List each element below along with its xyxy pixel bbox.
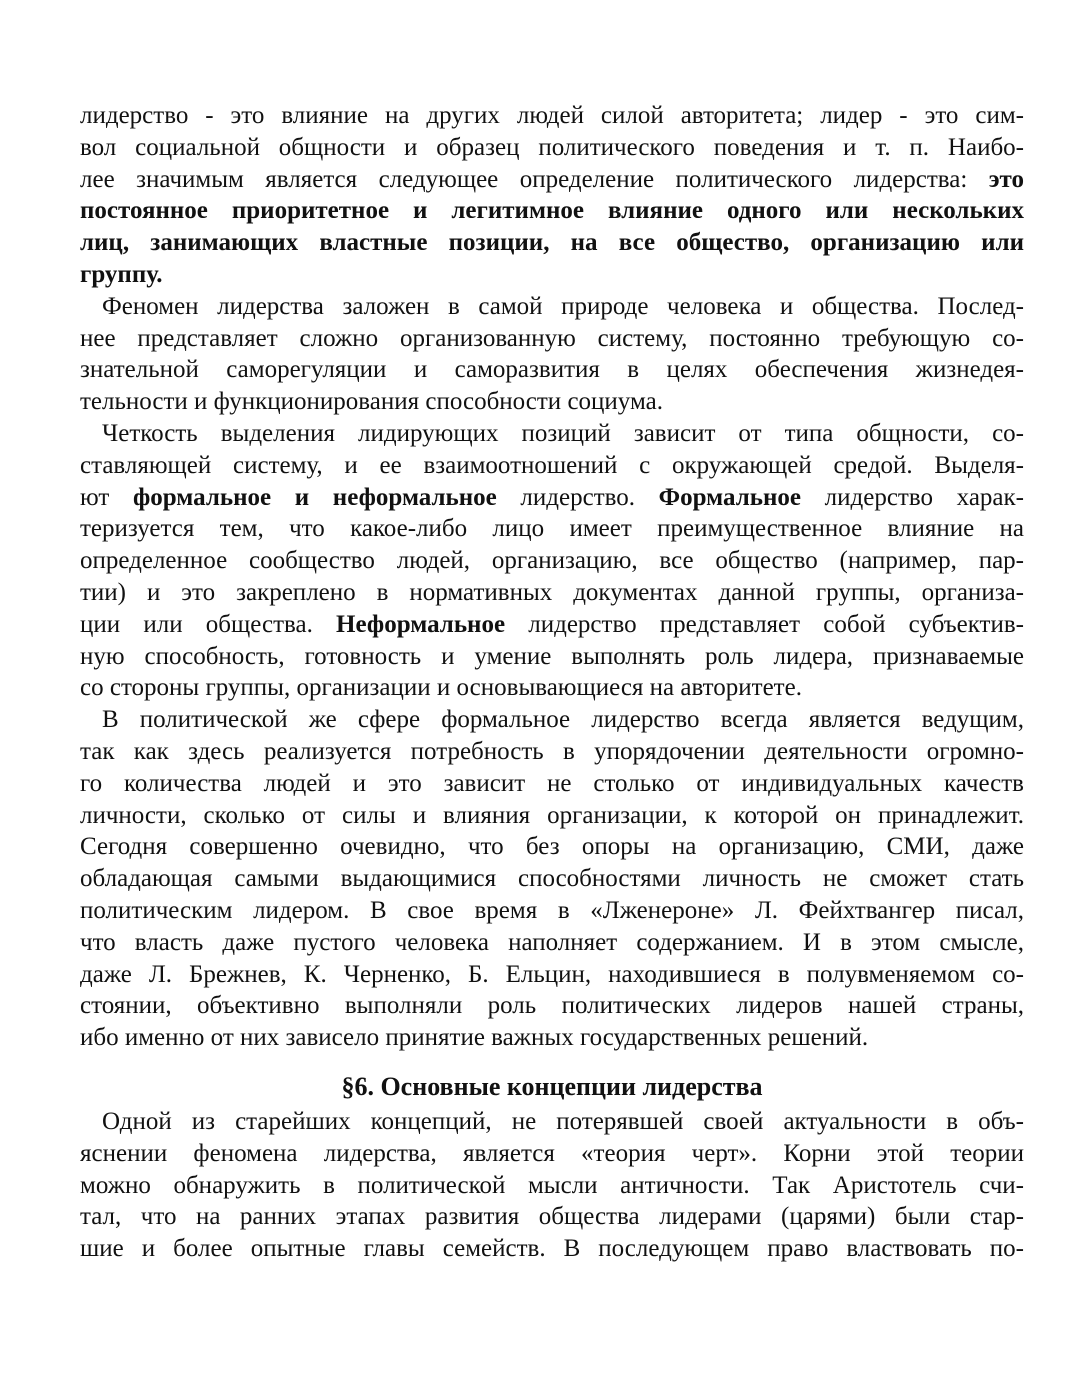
text-run: политическим лидером. В свое время в «Лженероне» Л. Фейхтвангер писал, [80,896,1024,924]
bold-text: формальное и неформальное [132,483,497,511]
text-line [80,959,1024,991]
text-run: го количества людей и это зависит не столько от индивидуальных качеств [80,769,1024,797]
text-run: В политической же сфере формальное лидерство всегда является ведущим, [102,706,1024,734]
text-line [80,164,1024,196]
text-run: ции или общества. [80,610,337,638]
text-run: шие и более опытные главы семейств. В последующем право властвовать по- [80,1235,1024,1263]
text-run: определенное сообщество людей, организацию, все общество (например, пар- [80,547,1024,575]
text-line [80,132,1024,164]
bold-text: постоянное приоритетное и легитимное влияние одного или нескольких [80,197,1024,225]
text-run: так как здесь реализуется потребность в упорядочении деятельности огромно- [80,737,1024,765]
text-run: со стороны группы, организации и основывающиеся на авторитете. [80,674,802,702]
text-line [80,672,1024,704]
text-line [80,831,1024,863]
text-run: ставляющей систему, и ее взаимоотношений с окружающей средой. Выделя- [80,451,1024,479]
text-run: что власть даже пустого человека наполняет содержанием. И в этом смысле, [80,928,1024,956]
bold-text: это [988,165,1024,193]
text-line [80,482,1024,514]
text-line [80,1106,1024,1138]
text-line [80,259,1024,291]
text-run: лидерство представляет собой субъектив- [505,610,1024,638]
text-line [80,863,1024,895]
paragraph [80,291,1024,418]
text-run: знательной саморегуляции и саморазвития в целях обеспечения жизнедея- [80,356,1024,384]
text-line [80,990,1024,1022]
text-line [80,195,1024,227]
bold-text: Формальное [658,483,801,511]
text-run: Феномен лидерства заложен в самой природе человека и общества. Послед- [102,292,1024,320]
text-run: вол социальной общности и образец политического поведения и т. п. Наибо- [80,133,1024,161]
bold-text: группу. [80,260,163,288]
document-page [80,100,1024,1265]
text-run: Сегодня совершенно очевидно, что без опоры на организацию, СМИ, даже [80,833,1024,861]
text-body [80,100,1024,1054]
text-run: яснении феномена лидерства, является «теория черт». Корни этой теории [80,1139,1024,1167]
text-line [80,386,1024,418]
text-line [80,800,1024,832]
text-line [80,100,1024,132]
paragraph [80,1106,1024,1265]
text-run: лидерство - это влияние на других людей силой авторитета; лидер - это сим- [80,102,1024,129]
text-line [80,704,1024,736]
text-line [80,354,1024,386]
paragraph [80,704,1024,1054]
text-body-continued [80,1106,1024,1265]
text-run: ют [80,483,133,511]
text-run: можно обнаружить в политической мысли античности. Так Аристотель счи- [80,1171,1024,1199]
text-line [80,577,1024,609]
bold-text: лиц, занимающих властные позиции, на все общество, организацию или [80,229,1024,257]
text-line [80,291,1024,323]
text-run: теризуется тем, что какое-либо лицо имеет преимущественное влияние на [80,515,1024,543]
text-line [80,1233,1024,1265]
text-line [80,641,1024,673]
text-run: лидерство харак- [801,483,1024,511]
text-line [80,609,1024,641]
text-run: тии) и это закреплено в нормативных документах данной группы, организа- [80,578,1024,606]
text-line [80,545,1024,577]
text-line [80,927,1024,959]
text-run: ную способность, готовность и умение выполнять роль лидера, признаваемые [80,642,1024,670]
section-heading: §6. Основные концепции лидерства [341,1071,763,1101]
paragraph [80,100,1024,291]
bold-text: Неформальное [336,610,506,638]
text-line [80,1022,1024,1054]
text-run: тельности и функционирования способности социума. [80,388,663,416]
text-run: тал, что на ранних этапах развития общества лидерами (царями) были стар- [80,1203,1024,1231]
text-run: даже Л. Брежнев, К. Черненко, Б. Ельцин, находившиеся в полувменяемом со- [80,960,1024,988]
text-line [80,418,1024,450]
text-run: ибо именно от них зависело принятие важных государственных решений. [80,1024,869,1052]
text-run: лидерство. [496,483,659,511]
text-run: Четкость выделения лидирующих позиций зависит от типа общности, со- [102,419,1024,447]
text-run: стоянии, объективно выполняли роль политических лидеров нашей страны, [80,992,1024,1020]
text-line [80,1201,1024,1233]
text-line [80,736,1024,768]
text-line [80,227,1024,259]
text-run: лее значимым является следующее определение политического лидерства: [80,165,989,193]
text-run: обладающая самыми выдающимися способностями личность не сможет стать [80,865,1024,893]
text-run: нее представляет сложно организованную систему, постоянно требующую со- [80,324,1024,352]
text-line [80,1170,1024,1202]
text-line [80,323,1024,355]
text-line [80,450,1024,482]
text-line [80,895,1024,927]
text-line [80,1138,1024,1170]
text-line [80,768,1024,800]
text-line [80,513,1024,545]
text-run: личности, сколько от силы и влияния организации, к которой он принадлежит. [80,801,1024,829]
paragraph [80,418,1024,704]
text-run: Одной из старейших концепций, не потерявшей своей актуальности в объ- [102,1107,1024,1135]
